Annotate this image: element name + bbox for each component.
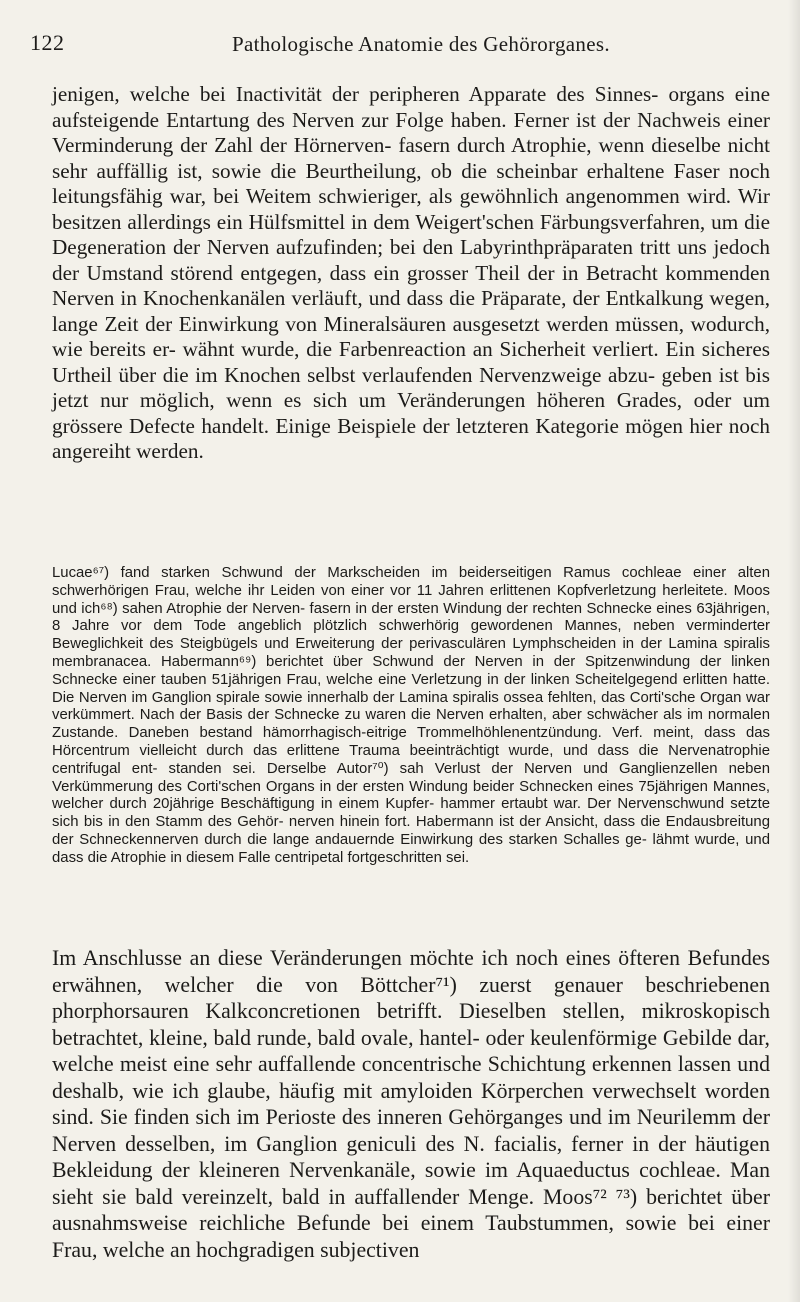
- page-number: 122: [30, 30, 65, 55]
- case-report-paragraph: Lucae⁶⁷) fand starken Schwund der Markscheiden im beiderseitigen Ramus cochleae einer alten schwerhörigen Frau, welche ihr Leiden von einer vor 11 Jahren erlittenen Kopfverletzung herleitete. Moos und ich⁶⁸) sahen Atrophie der Nerven- fasern in der ersten Windung der rechten Schnecke eines 63jährigen, 8 Jahre vor dem Tode angeblich plötzlich schwerhörig gewordenen Mannes, neben verminderter Beweglichkeit des Steigbügels und Erweiterung der perivasculären Lymphscheiden in der Lamina spiralis membranacea. Habermann⁶⁹) berichtet über Schwund der Nerven in der Spitzenwindung der linken Schnecke einer tauben 51jährigen Frau, welche eine Verletzung in der linken Scheitelgegend erlitten hatte. Die Nerven im Ganglion spirale sowie innerhalb der Lamina spiralis ossea fehlten, das Corti'sche Organ war verkümmert. Nach der Basis der Schnecke zu waren die Nerven erhalten, aber schwächer als im normalen Zustande. Daneben bestand hämorrhagisch-eitrige Trommelhöhlenentzündung. Verf. meint, dass das Hörcentrum vielleicht durch das erlittene Trauma beeinträchtigt wurde, und dass die Nervenatrophie centrifugal ent- standen sei. Derselbe Autor⁷⁰) sah Verlust der Nerven und Ganglienzellen neben Verkümmerung des Corti'schen Organs in der ersten Windung beider Schnecken eines 75jährigen Mannes, welcher durch 20jährige Beschäftigung in einem Kupfer- hammer ertaubt war. Der Nervenschwund setzte sich bis in den Stamm des Gehör- nerven hinein fort. Habermann ist der Ansicht, dass die Endausbreitung der Schneckennerven durch die lange andauernde Einwirkung des starken Schalles ge- lähmt wurde, und dass die Atrophie in diesem Falle centripetal fortgeschritten sei.: [52, 565, 770, 866]
- body-paragraph: jenigen, welche bei Inactivität der peripheren Apparate des Sinnes- organs eine aufsteigende Entartung des Nerven zur Folge haben. Ferner ist der Nachweis einer Verminderung der Zahl der Hörnerven- fasern durch Atrophie, wenn dieselbe nicht sehr auffällig ist, sowie die Beurtheilung, ob die scheinbar erhaltene Faser noch leitungsfähig war, bei Weitem schwieriger, als gewöhnlich angenommen wird. Wir besitzen allerdings ein Hülfsmittel in dem Weigert'schen Färbungsverfahren, um die Degeneration der Nerven aufzufinden; bei den Labyrinthpräparaten tritt uns jedoch der Umstand störend entgegen, dass ein grosser Theil der in Betracht kommenden Nerven in Knochenkanälen verläuft, und dass die Präparate, der Entkalkung wegen, lange Zeit der Einwirkung von Mineralsäuren ausgesetzt werden müssen, wodurch, wie bereits er- wähnt wurde, die Farbenreaction an Sicherheit verliert. Ein sicheres Urtheil über die im Knochen selbst verlaufenden Nervenzweige abzu- geben ist bis jetzt nur möglich, wenn es sich um Veränderungen höheren Grades, oder um grössere Defecte handelt. Einige Beispiele der letzteren Kategorie mögen hier noch angereiht werden.: [52, 82, 770, 463]
- scan-edge-shadow: [788, 0, 800, 1302]
- running-title: Pathologische Anatomie des Gehörorganes.: [232, 32, 610, 56]
- page-header: [30, 28, 790, 62]
- body-paragraph-continued: Im Anschlusse an diese Veränderungen möchte ich noch eines öfteren Befundes erwähnen, welcher die von Böttcher⁷¹) zuerst genauer beschriebenen phorphorsauren Kalkconcretionen betrifft. Dieselben stellen, mikroskopisch betrachtet, kleine, bald runde, bald ovale, hantel- oder keulenförmige Gebilde dar, welche meist eine sehr auffallende concentrische Schichtung erkennen lassen und deshalb, wie ich glaube, häufig mit amyloiden Körperchen verwechselt worden sind. Sie finden sich im Perioste des inneren Gehörganges und im Neurilemm der Nerven desselben, im Ganglion geniculi des N. facialis, ferner in der häutigen Bekleidung der kleineren Nervenkanäle, sowie im Aquaeductus cochleae. Man sieht sie bald vereinzelt, bald in auffallender Menge. Moos⁷² ⁷³) berichtet über ausnahmsweise reichliche Befunde bei einem Taubstummen, sowie bei einer Frau, welche an hochgradigen subjectiven: [52, 946, 770, 1262]
